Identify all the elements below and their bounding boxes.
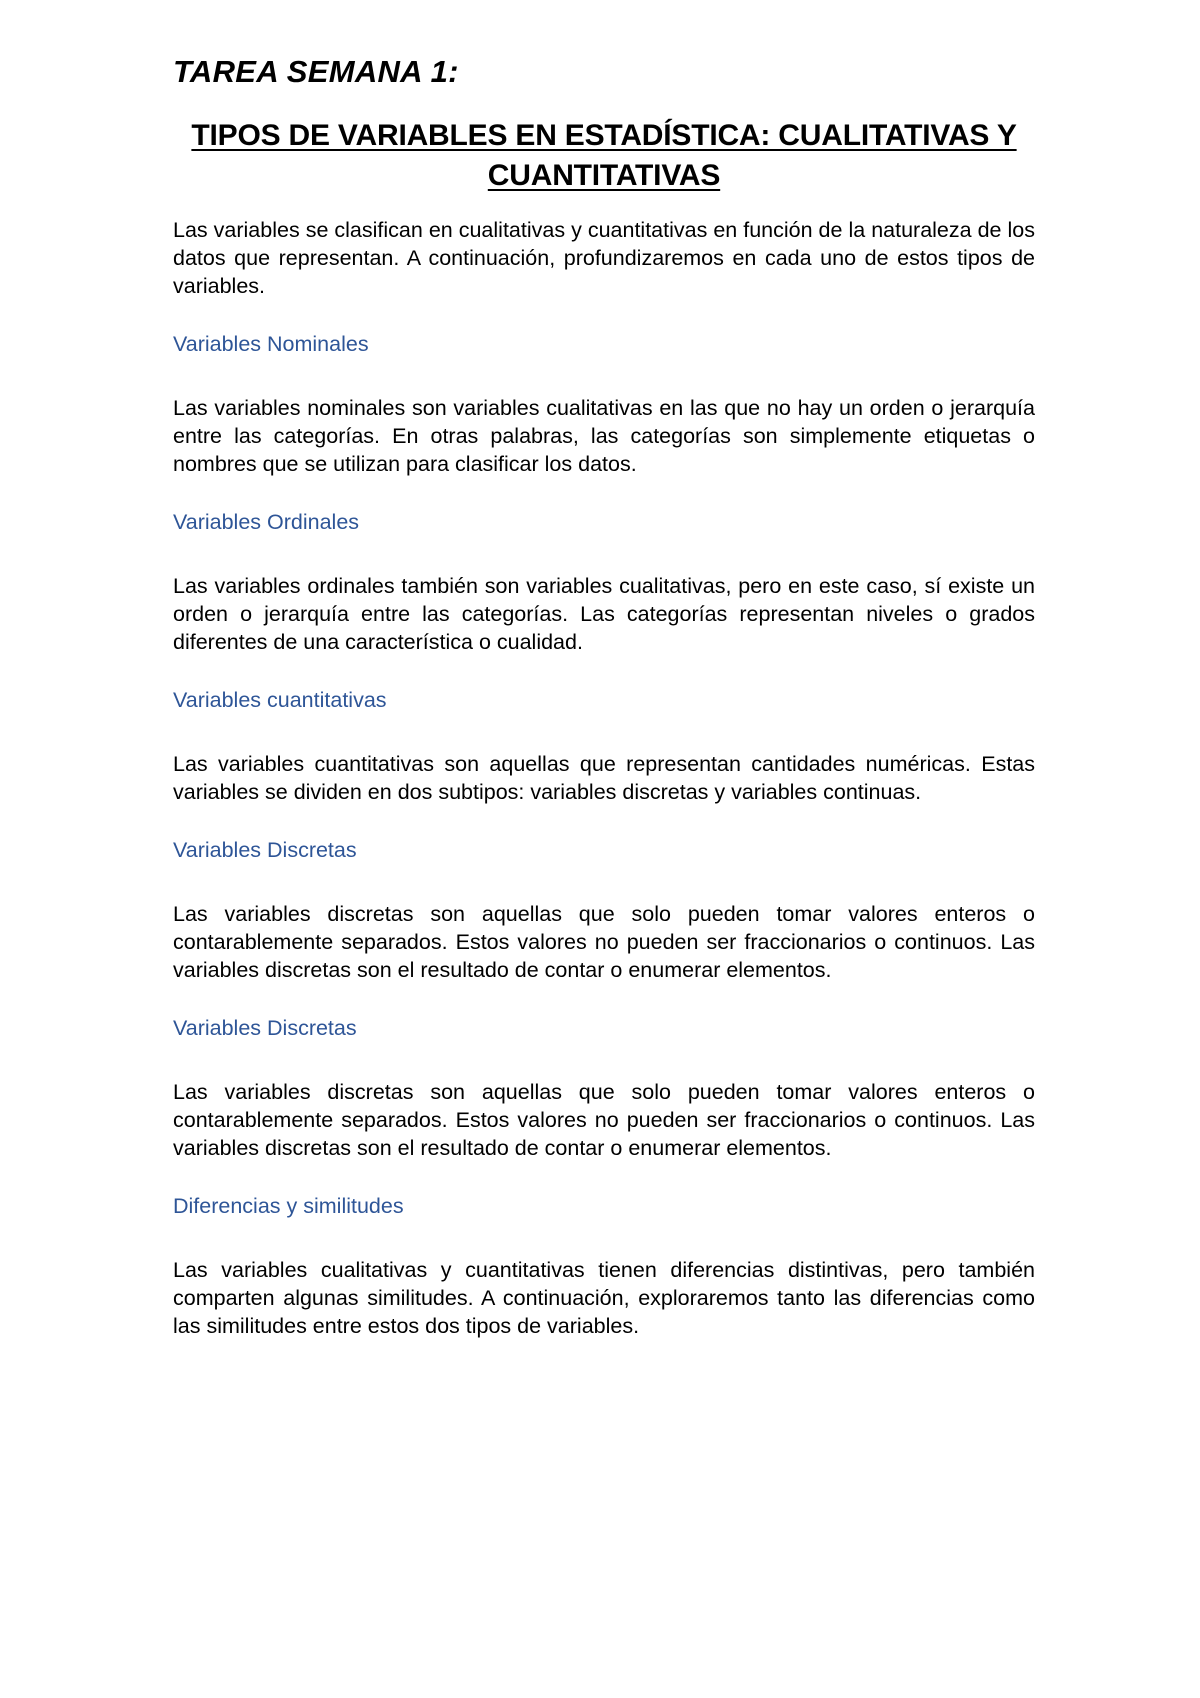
section-variables-nominales <box>173 330 1035 478</box>
section-paragraph: Las variables discretas son aquellas que solo pueden tomar valores enteros o contarablemente separados. Estos valores no pueden ser fraccionarios o continuos. Las variables discretas son el resultado de contar o enumerar elementos. <box>173 1080 1035 1160</box>
section-heading: Variables Ordinales <box>173 510 360 534</box>
section-heading: Variables Discretas <box>173 838 357 862</box>
section-paragraph: Las variables discretas son aquellas que solo pueden tomar valores enteros o contarablemente separados. Estos valores no pueden ser fraccionarios o continuos. Las variables discretas son el resultado de contar o enumerar elementos. <box>173 902 1035 982</box>
intro-paragraph: Las variables se clasifican en cualitativas y cuantitativas en función de la naturaleza de los datos que representan. A continuación, profundizaremos en cada uno de estos tipos de variables. <box>173 218 1035 298</box>
document-subtitle-line-2: CUANTITATIVAS <box>487 159 721 192</box>
section-heading: Variables Nominales <box>173 332 369 356</box>
document-subtitle <box>173 116 1035 196</box>
section-paragraph: Las variables ordinales también son variables cualitativas, pero en este caso, sí existe un orden o jerarquía entre las categorías. Las categorías representan niveles o grados diferentes de una característica o cualidad. <box>173 574 1035 654</box>
section-heading: Variables Discretas <box>173 1016 357 1040</box>
section-heading: Diferencias y similitudes <box>173 1194 404 1218</box>
section-variables-cuantitativas <box>173 686 1035 806</box>
document-page <box>173 50 1035 1340</box>
section-paragraph: Las variables cuantitativas son aquellas que representan cantidades numéricas. Estas variables se dividen en dos subtipos: variables discretas y variables continuas. <box>173 752 1035 804</box>
section-variables-ordinales <box>173 508 1035 656</box>
section-paragraph: Las variables cualitativas y cuantitativas tienen diferencias distintivas, pero también comparten algunas similitudes. A continuación, exploraremos tanto las diferencias como las similitudes entre estos dos tipos de variables. <box>173 1258 1035 1338</box>
section-variables-discretas-repeat <box>173 1014 1035 1162</box>
section-variables-discretas <box>173 836 1035 984</box>
document-title: TAREA SEMANA 1: <box>173 54 459 89</box>
document-subtitle-line-1: TIPOS DE VARIABLES EN ESTADÍSTICA: CUALITATIVAS Y <box>191 119 1017 152</box>
section-diferencias-similitudes <box>173 1192 1035 1340</box>
section-paragraph: Las variables nominales son variables cualitativas en las que no hay un orden o jerarquía entre las categorías. En otras palabras, las categorías son simplemente etiquetas o nombres que se utilizan para clasificar los datos. <box>173 396 1035 476</box>
section-heading: Variables cuantitativas <box>173 688 387 712</box>
